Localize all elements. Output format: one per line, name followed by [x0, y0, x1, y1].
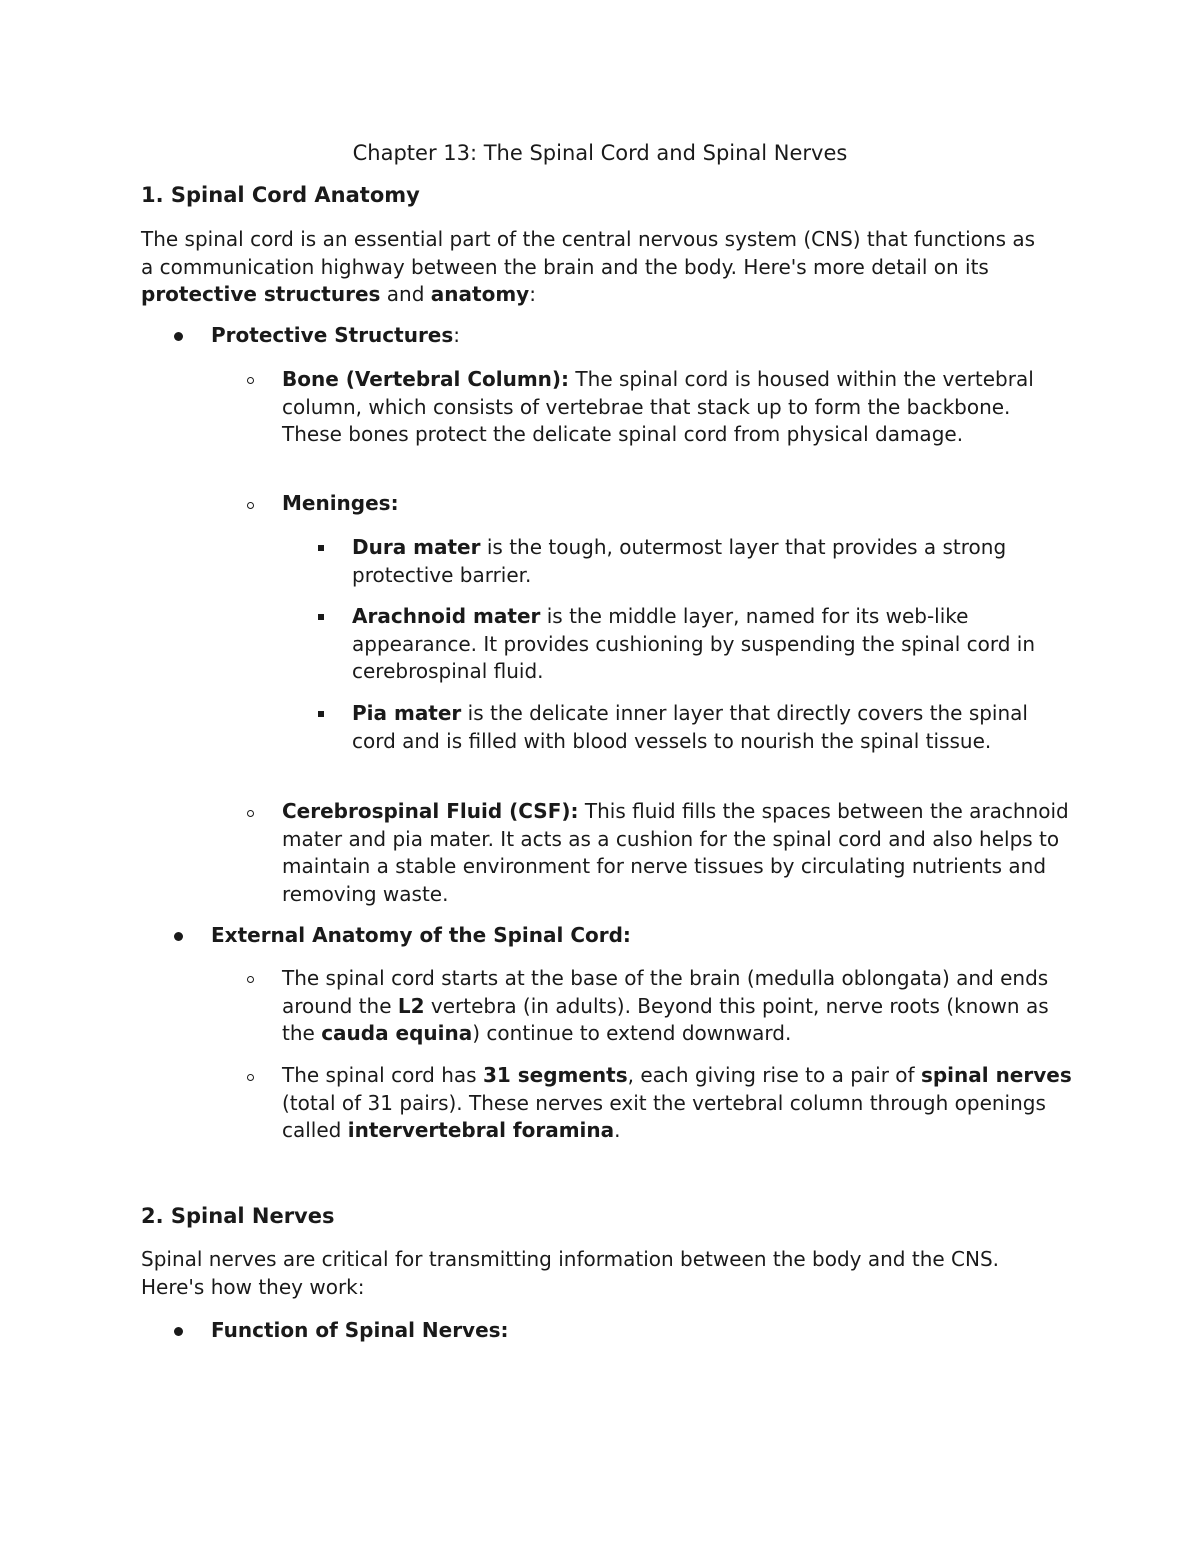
- bullet-square: [318, 711, 324, 717]
- bullet-circle: [247, 502, 254, 509]
- list-item-arachnoid-mater: Arachnoid mater is the middle layer, named for its web-like appearance. It provides cushioning by suspending the spinal cord in cerebrospinal fluid.: [352, 604, 1036, 683]
- list-item-segments: The spinal cord has 31 segments, each giving rise to a pair of spinal nerves (total of 31 pairs). These nerves exit the vertebral column through openings called intervertebral foramina.: [282, 1063, 1072, 1142]
- list-item-function-of-spinal-nerves: Function of Spinal Nerves:: [211, 1318, 509, 1342]
- bullet-circle: [247, 1074, 254, 1081]
- bullet-square: [318, 545, 324, 551]
- list-item-bone: Bone (Vertebral Column): The spinal cord is housed within the vertebral column, which consists of vertebrae that stack up to form the backbone. These bones protect the delicate spinal cord from physical damage.: [282, 367, 1034, 446]
- bullet-circle: [247, 810, 254, 817]
- section-heading-spinal-nerves: 2. Spinal Nerves: [141, 1204, 335, 1228]
- bullet-disc: [174, 332, 183, 341]
- list-item-dura-mater: Dura mater is the tough, outermost layer that provides a strong protective barrier.: [352, 535, 1007, 587]
- bullet-circle: [247, 976, 254, 983]
- list-item-meninges: Meninges:: [282, 491, 399, 515]
- bullet-square: [318, 614, 324, 620]
- spinal-nerves-intro: Spinal nerves are critical for transmitting information between the body and the CNS. Here's how they work:: [141, 1247, 1000, 1299]
- intro-paragraph: The spinal cord is an essential part of the central nervous system (CNS) that functions as a communication highway between the brain and the body. Here's more detail on its protective structures and anatomy:: [141, 227, 1036, 306]
- list-item-csf: Cerebrospinal Fluid (CSF): This fluid fills the spaces between the arachnoid mater and pia mater. It acts as a cushion for the spinal cord and also helps to maintain a stable environment for nerve tissues by circulating nutrients and removing waste.: [282, 799, 1069, 906]
- section-heading-spinal-cord-anatomy: 1. Spinal Cord Anatomy: [141, 183, 420, 207]
- list-item-protective-structures: Protective Structures:: [211, 323, 461, 347]
- list-item-cord-extent: The spinal cord starts at the base of the brain (medulla oblongata) and ends around the L2 vertebra (in adults). Beyond this point, nerve roots (known as the cauda equina) continue to extend downward.: [282, 966, 1049, 1045]
- list-item-pia-mater: Pia mater is the delicate inner layer that directly covers the spinal cord and is filled with blood vessels to nourish the spinal tissue.: [352, 701, 1028, 753]
- bullet-circle: [247, 377, 254, 384]
- list-item-external-anatomy: External Anatomy of the Spinal Cord:: [211, 923, 631, 947]
- bullet-disc: [174, 1327, 183, 1336]
- chapter-title: Chapter 13: The Spinal Cord and Spinal Nerves: [352, 141, 848, 165]
- bullet-disc: [174, 932, 183, 941]
